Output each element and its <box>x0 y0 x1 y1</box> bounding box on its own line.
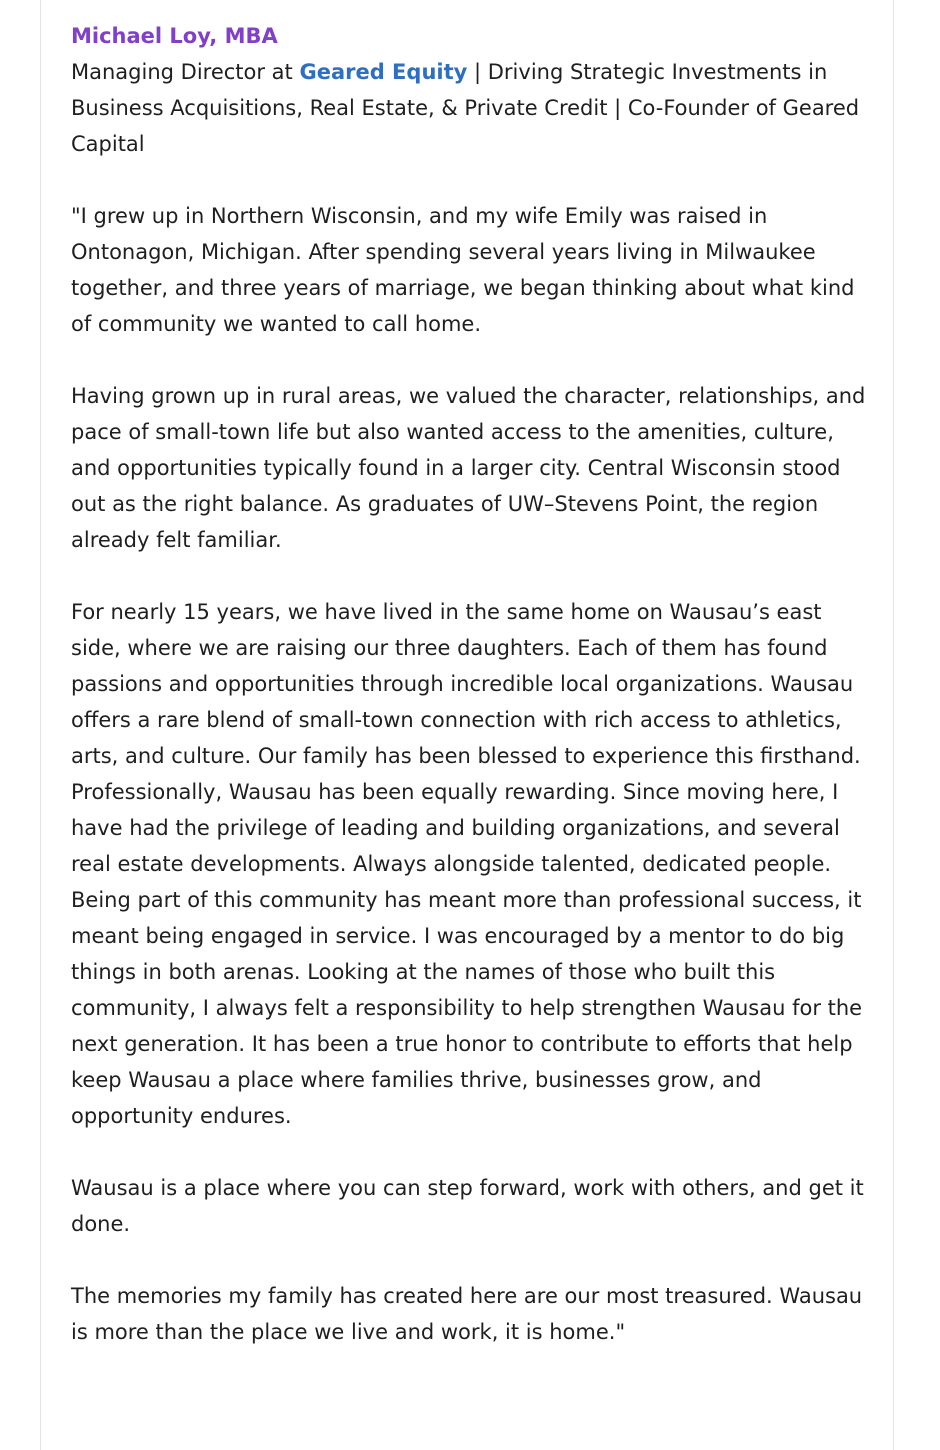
author-headline <box>71 54 871 162</box>
post-content <box>71 18 871 1350</box>
post-paragraph-1: "I grew up in Northern Wisconsin, and my wife Emily was raised in Ontonagon, Michigan. After spending several years living in Milwaukee together, and three years of marriage, we began thinking about what kind of community we wanted to call home. <box>71 204 855 336</box>
headline-prefix: Managing Director at <box>71 60 300 84</box>
company-link[interactable]: Geared Equity <box>299 60 468 84</box>
post-paragraph-5: Wausau is a place where you can step forward, work with others, and get it done. <box>71 1176 864 1236</box>
headline-suffix: | Driving Strategic Investments in Business Acquisitions, Real Estate, & Private Credit | Co-Founder of Geared Capital <box>71 60 860 156</box>
post-paragraph-6: The memories my family has created here are our most treasured. Wausau is more than the place we live and work, it is home." <box>71 1284 863 1344</box>
author-name-link[interactable]: Michael Loy, MBA <box>71 24 278 48</box>
post-paragraph-4: Professionally, Wausau has been equally rewarding. Since moving here, I have had the privilege of leading and building organizations, and several real estate developments. Always alongside talented, dedicated people. Being part of this community has meant more than professional success, it meant being engaged in service. I was encouraged by a mentor to do big things in both arenas. Looking at the names of those who built this community, I always felt a responsibility to help strengthen Wausau for the next generation. It has been a true honor to contribute to efforts that help keep Wausau a place where families thrive, businesses grow, and opportunity endures. <box>71 780 863 1128</box>
post-paragraph-3: For nearly 15 years, we have lived in the same home on Wausau’s east side, where we are raising our three daughters. Each of them has found passions and opportunities through incredible local organizations. Wausau offers a rare blend of small-town connection with rich access to athletics, arts, and culture. Our family has been blessed to experience this firsthand. <box>71 600 861 768</box>
post-paragraph-2: Having grown up in rural areas, we valued the character, relationships, and pace of small-town life but also wanted access to the amenities, culture, and opportunities typically found in a larger city. Central Wisconsin stood out as the right balance. As graduates of UW–Stevens Point, the region already felt familiar. <box>71 384 866 552</box>
post-card <box>40 0 894 1450</box>
